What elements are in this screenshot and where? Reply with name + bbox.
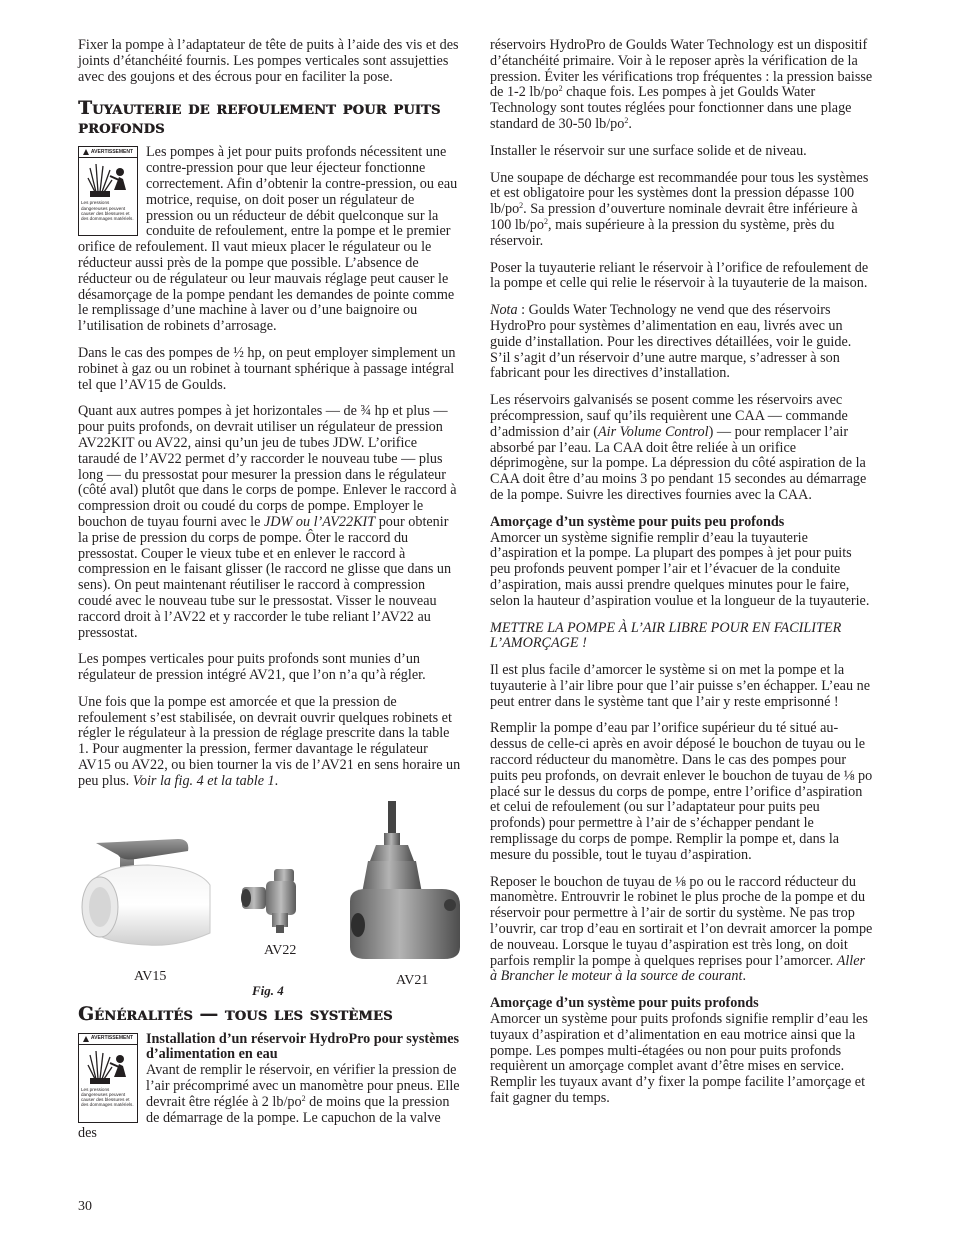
left-column: [78, 38, 462, 1153]
figure-4: [78, 801, 462, 998]
tank-valve-paragraph: réservoirs HydroPro de Goulds Water Technology est un dispositif d’étanchéité primaire. Voir à le reposer après la vérification de la pression. Éviter les vérifications trop fréquentes : la pression baisse de 1-2 $lb/po^2$ chaque fois. Les pompes à jet Goulds Water Technology sont toutes réglées pour fonctionner dans une plage standard de 30-50 $lb/po^2$.: [490, 37, 873, 132]
vertical-pumps-paragraph: Les pompes verticales pour puits profonds sont munies d’un régulateur de pression intégré AV21, que l’on n’a qu’à régler.: [78, 651, 426, 684]
subheading-hydropro-install: Installation d’un réservoir HydroPro pour systèmes d’alimentation en eau: [146, 1030, 460, 1063]
shallow-priming-paragraph: Amorcer un système signifie remplir d’eau la tuyauterie d’aspiration et la pompe. La plupart des pompes à jet pour puits peu profonds peuvent pomper l’air et l’évacuer de la conduite d’aspiration, mais aussi prendre quelques minutes pour le faire, selon la hauteur d’aspiration voulue et la longueur de la tuyauterie.: [490, 529, 870, 609]
deep-well-paragraph: Les pompes à jet pour puits profonds nécessitent une contre-pression pour que leur éjecteur fonctionne correctement. Afin d’obtenir la contre-pression, ou eau motrice, requise, on doit poser un régulateur de pression ou un réducteur de débit quelconque sur la conduite de refoulement, entre la pompe et le premier orifice de refoulement. Il vaut mieux placer le régulateur ou le réducteur aussi près de la pompe que possible. L’absence de réducteur ou de régulateur ou leur mauvais réglage peut causer le désamorçage de la pompe pendant les demandes de pointe comme le remplissage d’une machine à laver ou d’une baignoire ou l’utilisation de robinets d’arrosage.: [78, 144, 458, 335]
av22-regulator-image: [238, 865, 302, 937]
adjust-pressure-paragraph: Une fois que la pompe est amorcée et que la pression de refoulement s’est stabilisée, on devrait ouvrir quelques robinets et régler le régulateur à la pression de réglage prescrite dans la table 1. Pour augmenter la pression, fermer davantage le régulateur AV15 ou AV22, ou bien tourner la vis de l’AV21 en sens horaire un peu plus. Voir la fig. 4 et la table 1.: [78, 693, 461, 789]
intro-paragraph: Fixer la pompe à l’adaptateur de tête de puits à l’aide des vis et des joints d’étanchéité fournis. Les pompes verticales sont assujetties avec des goujons et des écrous pour en faciliter la pose.: [78, 37, 459, 85]
warning-triangle-icon: [83, 1036, 89, 1042]
av15-label: AV15: [134, 968, 167, 984]
tank-surface-paragraph: Installer le réservoir sur une surface solide et de niveau.: [490, 142, 807, 159]
note-paragraph: Nota : Goulds Water Technology ne vend que des réservoirs HydroPro pour systèmes d’alimentation en eau, livrés avec un guide d’installation. Pour les directives détaillées, voir le guide. S’il s’agit d’un réservoir d’une autre marque, s’adresser à son fabricant pour les directives d’installation.: [490, 302, 852, 382]
av22-label: AV22: [264, 942, 297, 958]
subheading-shallow-priming: Amorçage d’un système pour puits peu profonds: [490, 513, 785, 530]
pressure-hazard-icon: [86, 1047, 130, 1087]
av15-ball-valve-image: [78, 825, 218, 949]
pressure-hazard-icon: [86, 160, 130, 200]
av21-label: AV21: [396, 972, 429, 988]
warning-box-2: [78, 1033, 140, 1123]
replace-plug-paragraph: Reposer le bouchon de tuyau de ⅛ po ou le raccord réducteur du manomètre. Entrouvrir le robinet le plus proche de la pompe et du réservoir pour permettre à l’air de sortir du système. Ne pas trop l’ouvrir, car trop d’eau en sortirait et l’on devrait amorcer la pompe de nouveau. Lorsque le tuyau d’aspiration est très long, on doit parfois remplir la pompe à quelques reprises pour l’amorcer. Aller à Brancher le moteur à la source de courant.: [490, 873, 873, 985]
section-heading-deep-well-discharge: Tuyauterie de refoulement pour puits profonds: [78, 98, 441, 139]
open-air-paragraph: Il est plus facile d’amorcer le système si on met la pompe et la tuyauterie à l’air libre pour que l’air puisse s’en échapper. L’eau ne peut entrer dans le système tant que l’air y reste emprisonné !: [490, 662, 871, 710]
av21-regulator-image: [346, 801, 464, 965]
relief-valve-paragraph: Une soupape de décharge est recommandée pour tous les systèmes et est obligatoire pour les systèmes dont la pression dépasse 100 $lb/po^2$. Sa pression d’ouverture nominale devrait être inférieure à 100 $lb/po^2$, mais supérieure à la pression du système, près du réservoir.: [490, 169, 869, 249]
hydropro-install-paragraph: Avant de remplir le réservoir, en vérifier la pression de l’air précomprimé avec un manomètre pour pneus. Elle devrait être réglée à 2 $lb/po^2$ de moins que la pression de démarrage de la pompe. Le capuchon de la valve des: [78, 1062, 460, 1142]
warning-text: Les pressions dangereuses peuvent causer des blessures et des dommages matériels.: [81, 200, 134, 221]
subheading-deep-priming: Amorçage d’un système pour puits profonds: [490, 995, 759, 1012]
three-quarter-hp-paragraph: Quant aux autres pompes à jet horizontales — de ¾ hp et plus — pour puits profonds, on devrait utiliser un régulateur de pression AV22KIT ou AV22, ainsi qu’un jeu de tubes JDW. L’orifice taraudé de l’AV22 permet d’y raccorder le nouveau tube — plus long — du pressostat pour mesurer la pression dans le régulateur (côté aval) plutôt que dans le corps de pompe. Enlever le raccord à compression droit ou coudé du corps de pompe. Employer le bouchon de tuyau fourni avec le JDW ou l’AV22KIT pour obtenir la prise de pression du corps de pompe. Ôter le raccord du pressostat. Couper le vieux tube et en enlever le raccord à compression en le faisant glisser (le raccord ne glisse que dans un sens). On peut maintenant réutiliser le raccord à compression coudé avec le nouveau tube sur le pressostat. Visser le nouveau raccord droit à l’AV22 et y raccorder le tube reliant l’AV22 au pressostat.: [78, 403, 457, 641]
page-number: 30: [78, 1199, 92, 1214]
warning-triangle-icon: [83, 149, 89, 155]
tank-piping-paragraph: Poser la tuyauterie reliant le réservoir à l’orifice de refoulement de la pompe et celle qui relie le réservoir à la tuyauterie de la maison.: [490, 259, 869, 292]
right-column: [490, 38, 874, 1118]
deep-priming-paragraph: Amorcer un système pour puits profonds signifie remplir d’eau les tuyaux d’aspiration et d’alimentation en eau motrice ainsi que la pompe. Les pompes multi-étagées ou non pour puits profonds requièrent un amorçage complet avant d’être mises en service. Remplir les tuyaux avant d’y fixer la pompe facilite l’amorçage et fait gagner du temps.: [490, 1011, 868, 1107]
warning-label: AVERTISSEMENT: [90, 1034, 134, 1041]
galvanized-tanks-paragraph: Les réservoirs galvanisés se posent comme les réservoirs avec précompression, sauf qu’ils requièrent une CAA — commande d’admission d’air (Air Volume Control) — pour remplacer l’air absorbé par l’eau. La CAA doit être reliée à un orifice déprimogène, sur la pompe. La dépression du côté aspiration de la CAA doit être d’au moins 3 po pendant 15 secondes au démarrage de la pompe. Suivre les directives fournies avec la CAA.: [490, 392, 867, 503]
fill-pump-paragraph: Remplir la pompe d’eau par l’orifice supérieur du té situé au-dessus de celle-ci après en avoir déposé le bouchon de tuyau ou le raccord réducteur du manomètre. Dans le cas des pompes pour puits peu profonds, on devrait enlever le bouchon de tuyau de ⅛ po placé sur le dessus du corps de pompe, entre l’orifice d’aspiration et celui de refoulement (ou sur l’adaptateur pour puits peu profonds) pour permettre à l’air de s’échapper pendant le remplissage du corps de pompe. Remplir la pompe et, dans la mesure du possible, tout le tuyau d’aspiration.: [490, 720, 873, 863]
section-heading-general: Généralités — tous les systèmes: [78, 1003, 393, 1025]
half-hp-paragraph: Dans le cas des pompes de ½ hp, on peut employer simplement un robinet à gaz ou un robinet à tournant sphérique à passage intégral tel que l’AV15 de Goulds.: [78, 344, 456, 393]
figure-caption: Fig. 4: [252, 982, 284, 998]
open-air-warning: METTRE LA POMPE À L’AIR LIBRE POUR EN FACILITER L’AMORÇAGE !: [490, 619, 842, 652]
warning-box: [78, 146, 140, 236]
warning-text: Les pressions dangereuses peuvent causer des blessures et des dommages matériels.: [81, 1086, 134, 1108]
warning-label: AVERTISSEMENT: [90, 148, 134, 155]
